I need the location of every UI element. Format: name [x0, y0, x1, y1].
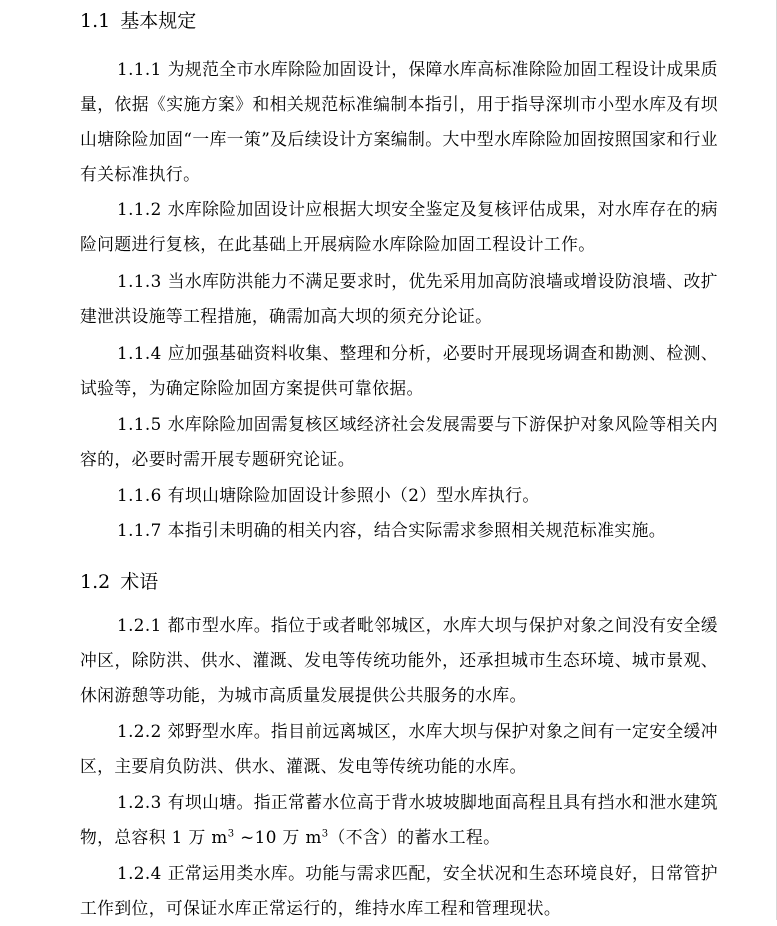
paragraph-text: 都市型水库。指位于或者毗邻城区，水库大坝与保护对象之间没有安全缓冲区，除防洪、供水、灌溉、发电等传统功能外，还承担城市生态环境、城市景观、休闲游憩等功能，为城市高质量发展提供公共服务的水库。	[80, 615, 718, 705]
paragraph-number: 1.2.3	[117, 792, 162, 812]
paragraph-text: 应加强基础资料收集、整理和分析，必要时开展现场调查和勘测、检测、试验等，为确定除险加固方案提供可靠依据。	[80, 343, 718, 398]
paragraph	[80, 856, 718, 926]
paragraph-number: 1.1.2	[117, 199, 162, 219]
section-heading	[80, 6, 196, 33]
paragraph-text: 水库除险加固需复核区域经济社会发展需要与下游保护对象风险等相关内容的，必要时需开展专题研究论证。	[80, 414, 718, 469]
section-title: 基本规定	[120, 10, 197, 32]
paragraph-number: 1.1.7	[117, 520, 162, 540]
paragraph-text: 有坝山塘除险加固设计参照小（2）型水库执行。	[167, 485, 540, 505]
section-number: 1.1	[80, 10, 111, 32]
paragraph-number: 1.1.4	[117, 343, 162, 363]
paragraph	[80, 52, 718, 192]
paragraph-text: 为规范全市水库除险加固设计，保障水库高标准除险加固工程设计成果质量，依据《实施方案》和相关规范标准编制本指引，用于指导深圳市小型水库及有坝山塘除险加固“一库一策”及后续设计方案编制。大中型水库除险加固按照国家和行业有关标准执行。	[80, 59, 718, 184]
paragraph	[80, 785, 718, 855]
paragraph-number: 1.1.5	[117, 414, 162, 434]
paragraph-number: 1.1.1	[117, 59, 162, 79]
superscript: 3	[227, 828, 235, 840]
paragraph	[80, 714, 718, 784]
paragraph	[80, 336, 718, 406]
paragraph	[80, 192, 718, 262]
paragraph-number: 1.2.2	[117, 721, 162, 741]
superscript: 3	[321, 828, 329, 840]
paragraph-text: 当水库防洪能力不满足要求时，优先采用加高防浪墙或增设防浪墙、改扩建泄洪设施等工程措施，确需加高大坝的须充分论证。	[80, 271, 718, 326]
paragraph	[80, 407, 718, 477]
paragraph-number: 1.1.3	[117, 271, 162, 291]
paragraph-text: （不含）的蓄水工程。	[328, 827, 501, 847]
paragraph-text: 水库除险加固设计应根据大坝安全鉴定及复核评估成果，对水库存在的病险问题进行复核，在此基础上开展病险水库除险加固工程设计工作。	[80, 199, 718, 254]
paragraph	[80, 608, 718, 713]
paragraph	[80, 513, 718, 548]
section-title: 术语	[120, 571, 159, 593]
paragraph-text: 郊野型水库。指目前远离城区，水库大坝与保护对象之间有一定安全缓冲区，主要肩负防洪、供水、灌溉、发电等传统功能的水库。	[80, 721, 718, 776]
section-heading	[80, 567, 158, 594]
paragraph	[80, 478, 718, 513]
section-number: 1.2	[80, 571, 111, 593]
paragraph-text: 正常运用类水库。功能与需求匹配，安全状况和生态环境良好，日常管护工作到位，可保证水库正常运行的，维持水库工程和管理现状。	[80, 863, 718, 918]
paragraph-text: 本指引未明确的相关内容，结合实际需求参照相关规范标准实施。	[167, 520, 666, 540]
paragraph-number: 1.2.1	[117, 615, 162, 635]
paragraph-text: 有坝山塘。指正常蓄水位高于背水坡坡脚地面高程且具有挡水和泄水建筑物，总容积 1 万 m	[80, 792, 718, 847]
paragraph-number: 1.1.6	[117, 485, 162, 505]
paragraph-number: 1.2.4	[117, 863, 162, 883]
paragraph-text: ~10 万 m	[234, 827, 322, 847]
paragraph	[80, 264, 718, 334]
